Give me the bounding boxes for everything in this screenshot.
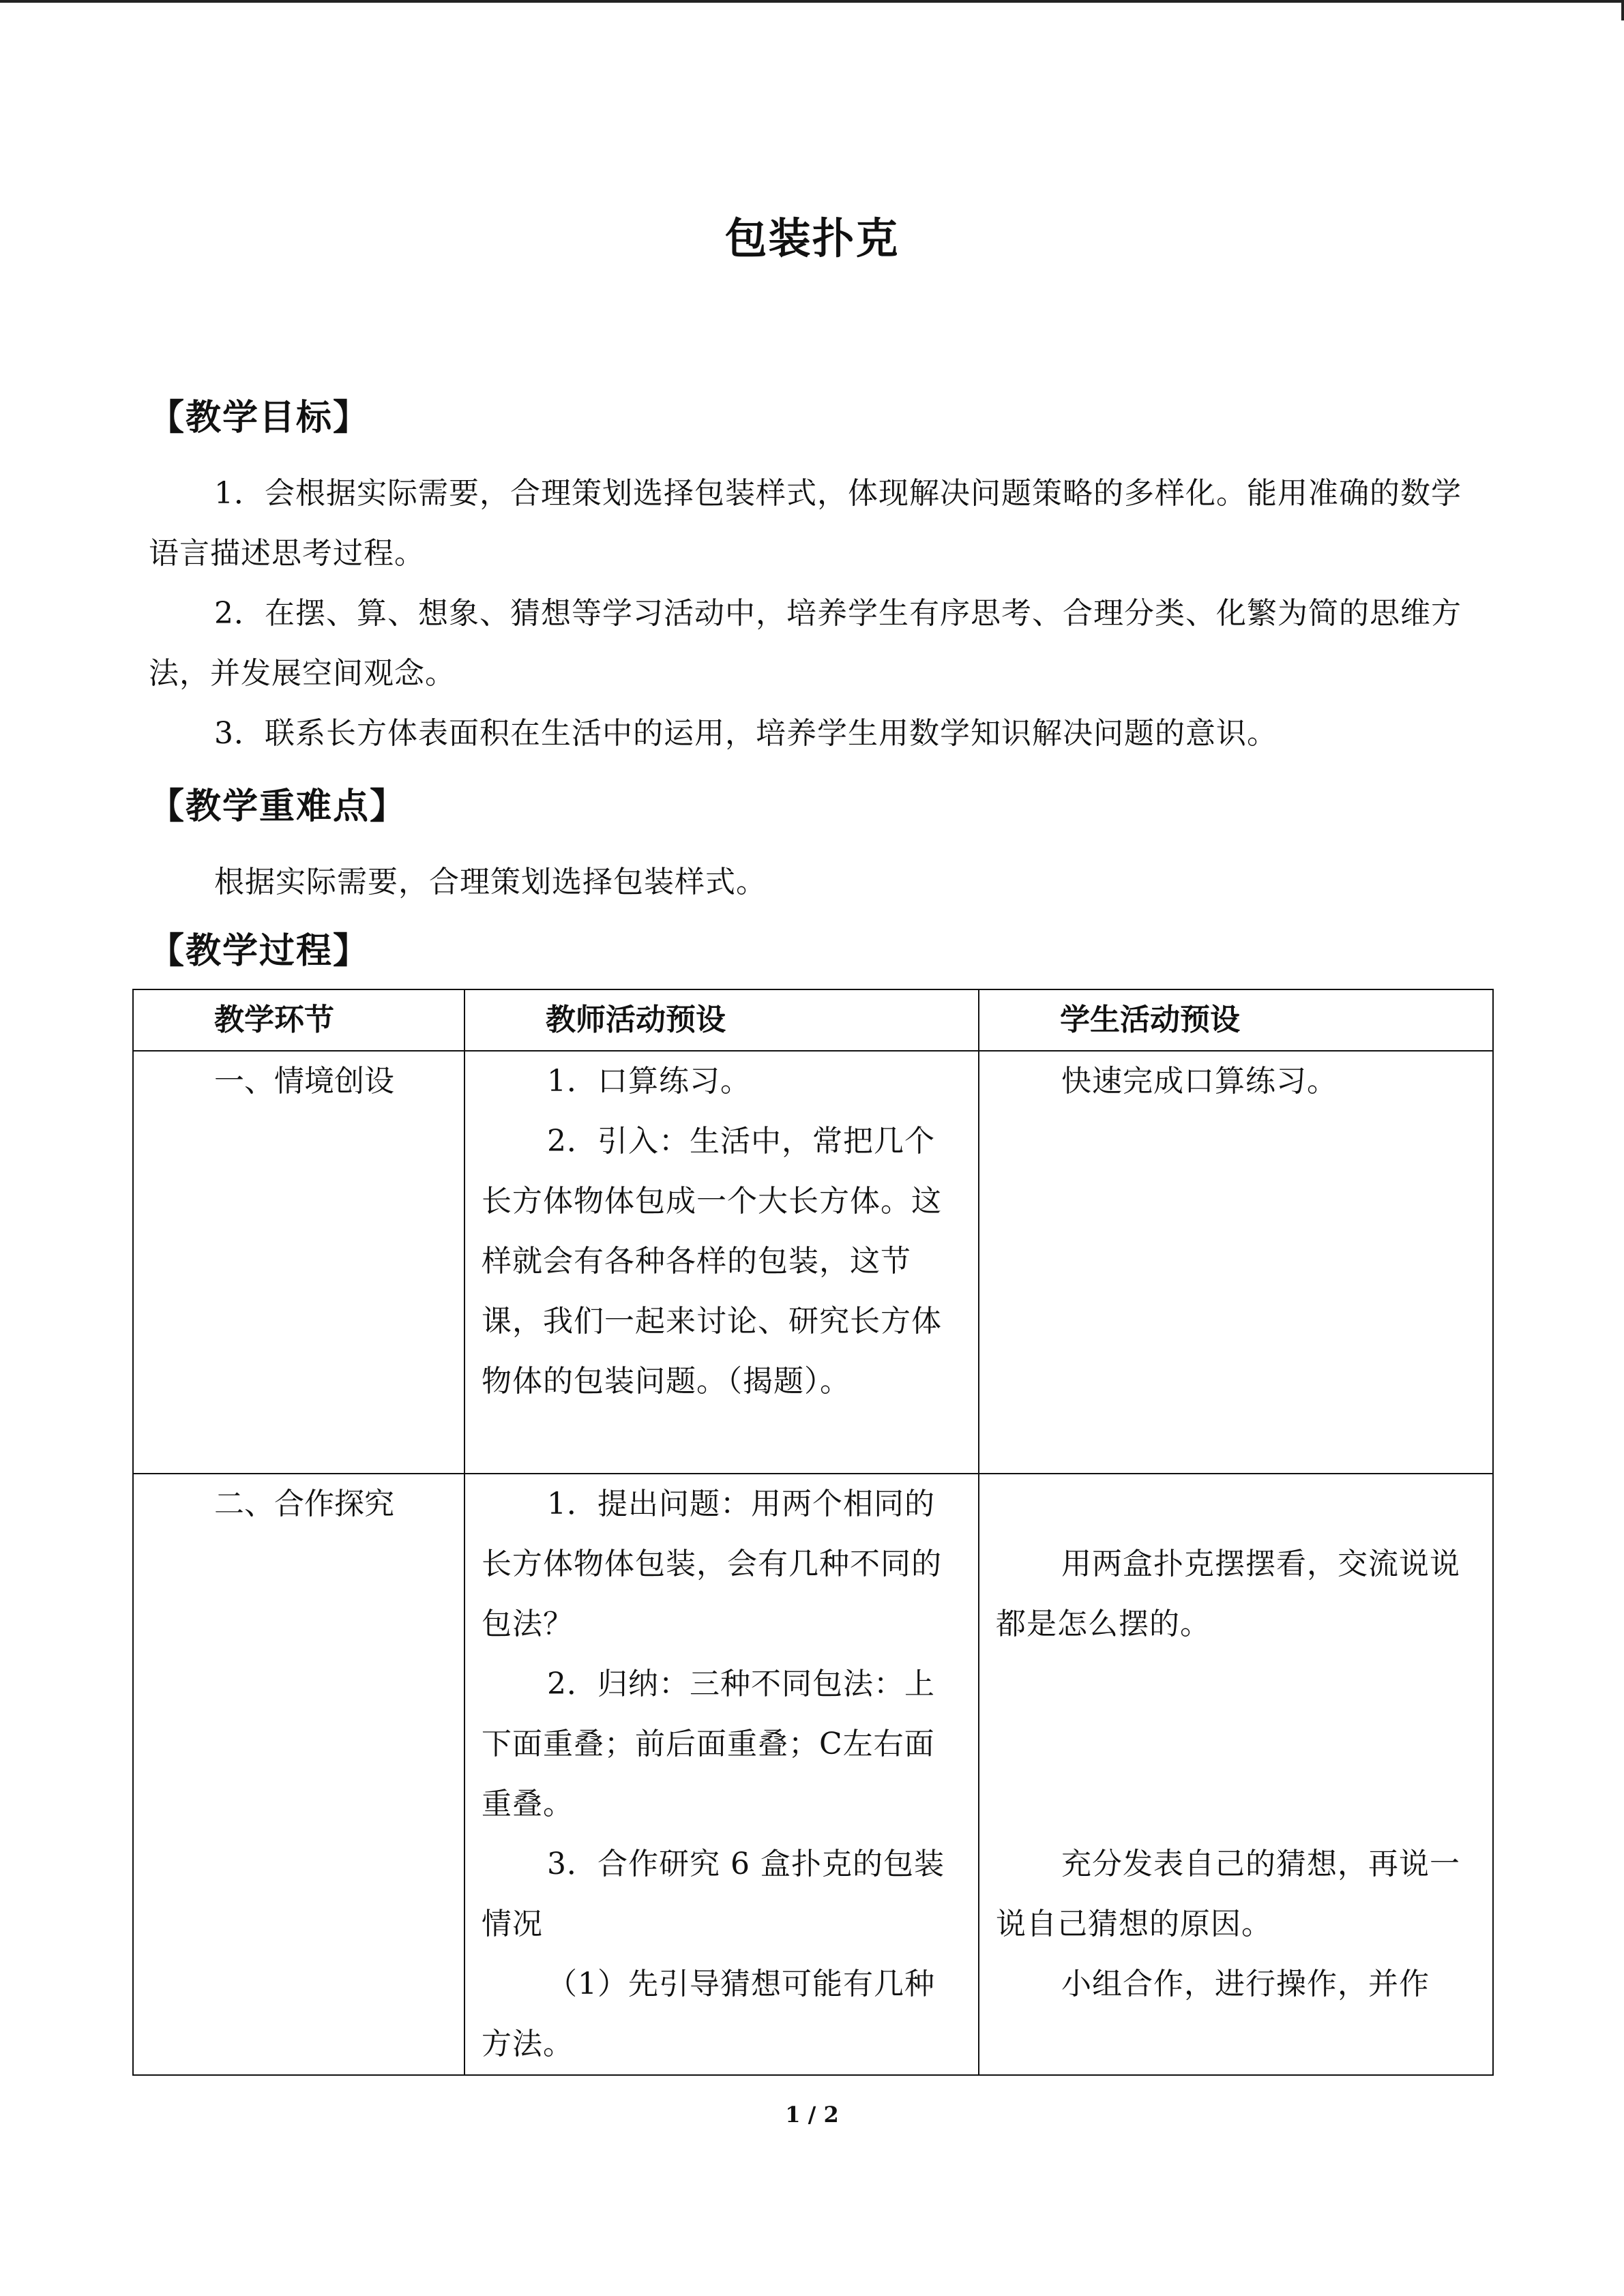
header-teacher: 教师活动预设	[464, 989, 979, 1051]
process-table	[132, 989, 1494, 2076]
student-item: 小组合作，进行操作，并作	[1061, 1967, 1430, 2001]
teacher-item: 2．归纳：三种不同包法：上下面重叠；前后面重叠；C左右面重叠。	[482, 1667, 935, 1821]
teacher-cell	[464, 1051, 979, 1474]
goal-3: 3．联系长方体表面积在生活中的运用，培养学生用数学知识解决问题的意识。	[214, 716, 1278, 751]
student-item: 用两盒扑克摆摆看，交流说说都是怎么摆的。	[996, 1547, 1460, 1641]
header-student: 学生活动预设	[979, 989, 1493, 1051]
page-right-border	[1621, 0, 1624, 20]
spacer	[996, 1654, 1476, 1834]
table-row	[133, 1474, 1493, 2075]
spacer	[996, 1474, 1476, 1534]
goal-2: 2．在摆、算、想象、猜想等学习活动中，培养学生有序思考、合理分类、化繁为简的思维方法，并发展空间观念。	[149, 596, 1462, 691]
teacher-item: 1．提出问题：用两个相同的长方体物体包装，会有几种不同的包法？	[482, 1487, 942, 1641]
student-item: 充分发表自己的猜想，再说一说自己猜想的原因。	[996, 1847, 1460, 1941]
table-row	[133, 1051, 1493, 1474]
header-stage: 教学环节	[133, 989, 464, 1051]
student-cell	[979, 1051, 1493, 1474]
goal-1: 1．会根据实际需要，合理策划选择包装样式，体现解决问题策略的多样化。能用准确的数学语言描述思考过程。	[149, 476, 1462, 571]
teacher-item: 2．引入：生活中，常把几个长方体物体包成一个大长方体。这样就会有各种各样的包装，这节课，我们一起来讨论、研究长方体物体的包装问题。（揭题）。	[482, 1124, 942, 1399]
process-heading: 【教学过程】	[149, 930, 370, 972]
teacher-cell	[464, 1474, 979, 2075]
goals-heading: 【教学目标】	[149, 397, 370, 438]
stage-cell: 二、合作探究	[133, 1474, 464, 2075]
page-top-border	[0, 0, 1624, 3]
teacher-item: 1．口算练习。	[547, 1064, 751, 1099]
document-title: 包装扑克	[724, 213, 900, 263]
student-item: 快速完成口算练习。	[1061, 1064, 1338, 1099]
page-number: 1 / 2	[785, 2102, 839, 2128]
stage-cell: 一、情境创设	[133, 1051, 464, 1474]
teacher-item: （1）先引导猜想可能有几种方法。	[482, 1967, 935, 2061]
table-header-row	[133, 989, 1493, 1051]
student-cell	[979, 1474, 1493, 2075]
teacher-item: 3．合作研究 6 盒扑克的包装情况	[482, 1847, 945, 1941]
key-points-heading: 【教学重难点】	[149, 786, 407, 827]
key-points-text: 根据实际需要，合理策划选择包装样式。	[214, 865, 767, 899]
